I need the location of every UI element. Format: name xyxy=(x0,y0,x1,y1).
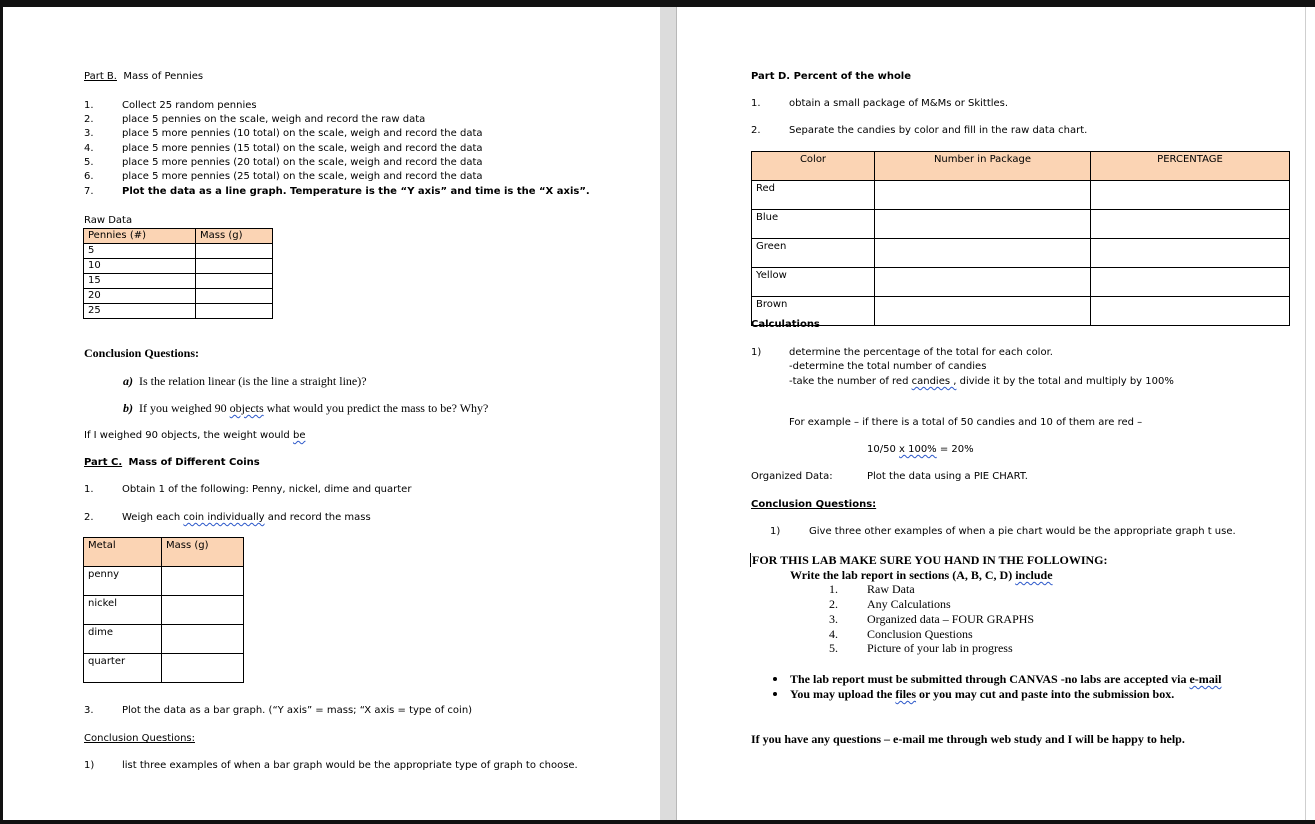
example-text: For example – if there is a total of 50 candies and 10 of them are red – xyxy=(789,417,1143,428)
question-b-text-end: what would you predict the mass to be? Why? xyxy=(263,401,489,415)
table-row xyxy=(84,567,244,596)
bullet-dot-icon xyxy=(773,692,777,696)
question-number: 1) xyxy=(84,760,95,771)
column-header: Number in Package xyxy=(875,152,1091,181)
step-number: 1. xyxy=(84,100,94,111)
percentage-cell[interactable] xyxy=(1091,268,1290,297)
table-cell: 15 xyxy=(84,274,196,289)
spellcheck-word: e-mail xyxy=(1189,672,1222,686)
document-page-left xyxy=(3,7,660,820)
text-cursor xyxy=(750,553,751,567)
table-row xyxy=(752,268,1290,297)
table-row xyxy=(84,625,244,654)
count-cell[interactable] xyxy=(875,239,1091,268)
count-cell[interactable] xyxy=(875,210,1091,239)
column-header: Metal xyxy=(84,538,162,567)
step-number: 1. xyxy=(84,484,94,495)
spellcheck-word: x 100% xyxy=(899,444,937,455)
part-b-heading xyxy=(84,71,203,83)
table-cell: penny xyxy=(84,567,162,596)
bullet-item xyxy=(790,672,1221,686)
step-number: 2. xyxy=(84,114,94,125)
step-number: 5. xyxy=(84,157,94,168)
list-number: 4. xyxy=(829,627,838,641)
organized-data-text: Plot the data using a PIE CHART. xyxy=(867,471,1028,482)
step-number: 4. xyxy=(84,143,94,154)
conclusion-questions-heading: Conclusion Questions: xyxy=(751,499,877,510)
step-number: 2. xyxy=(751,125,761,136)
count-cell[interactable] xyxy=(875,297,1091,326)
step-text xyxy=(122,512,371,524)
hand-in-subheading xyxy=(790,568,1053,582)
calculation-text-start: -take the number of red xyxy=(789,376,912,387)
table-row xyxy=(84,274,273,289)
count-cell[interactable] xyxy=(875,268,1091,297)
step-text: Collect 25 random pennies xyxy=(122,100,257,111)
list-number: 5. xyxy=(829,641,838,655)
list-number: 1. xyxy=(829,582,838,596)
mass-cell[interactable] xyxy=(196,304,273,319)
mass-cell[interactable] xyxy=(162,596,244,625)
list-item: Conclusion Questions xyxy=(867,627,973,641)
closing-note: If you have any questions – e-mail me through web study and I will be happy to help. xyxy=(751,732,1185,746)
calculation-text xyxy=(789,376,1174,388)
table-cell: 5 xyxy=(84,244,196,259)
step-number: 2. xyxy=(84,512,94,523)
page-right-edge xyxy=(1305,7,1306,820)
window-top-border xyxy=(0,0,1315,7)
table-cell: Red xyxy=(752,181,875,210)
table-row xyxy=(752,239,1290,268)
table-header-row xyxy=(84,229,273,244)
question-b-text: If you weighed 90 xyxy=(139,401,230,415)
table-row xyxy=(84,259,273,274)
part-c-label: Part C. xyxy=(84,457,123,468)
list-item: Any Calculations xyxy=(867,597,951,611)
answer-line xyxy=(84,430,305,442)
table-cell: Brown xyxy=(752,297,875,326)
column-header: PERCENTAGE xyxy=(1091,152,1290,181)
bullet-text: The lab report must be submitted through CANVAS -no labs are accepted via xyxy=(790,672,1190,686)
calculation-text-end: divide it by the total and multiply by 100% xyxy=(956,376,1174,387)
mass-cell[interactable] xyxy=(162,567,244,596)
table-cell: 25 xyxy=(84,304,196,319)
column-header: Mass (g) xyxy=(196,229,273,244)
column-header: Pennies (#) xyxy=(84,229,196,244)
bullet-dot-icon xyxy=(773,677,777,681)
table-cell: 10 xyxy=(84,259,196,274)
raw-data-label: Raw Data xyxy=(84,215,133,226)
part-c-title: Mass of Different Coins xyxy=(128,457,260,468)
step-text-start: Weigh each xyxy=(122,512,184,523)
coins-mass-table xyxy=(83,537,244,683)
document-page-right xyxy=(677,7,1305,820)
step-text: Plot the data as a line graph. Temperature is the “Y axis” and time is the “X axis”. xyxy=(122,186,590,197)
step-text: obtain a small package of M&Ms or Skittles. xyxy=(789,98,1009,109)
question-text: Give three other examples of when a pie chart would be the appropriate graph t use. xyxy=(809,526,1236,537)
table-row xyxy=(84,654,244,683)
bullet-text: You may upload the xyxy=(790,687,896,701)
step-number: 3. xyxy=(84,128,94,139)
mass-cell[interactable] xyxy=(196,289,273,304)
table-row xyxy=(84,304,273,319)
step-number: 1. xyxy=(751,98,761,109)
table-row xyxy=(752,297,1290,326)
table-row xyxy=(84,244,273,259)
step-text-end: and record the mass xyxy=(264,512,371,523)
window-bottom-border xyxy=(0,820,1315,824)
table-cell: dime xyxy=(84,625,162,654)
question-text: list three examples of when a bar graph would be the appropriate type of graph to choose. xyxy=(122,760,578,771)
question-a-text: Is the relation linear (is the line a straight line)? xyxy=(139,374,367,388)
spellcheck-word: objects xyxy=(229,401,264,415)
step-text: Separate the candies by color and fill in the raw data chart. xyxy=(789,125,1088,136)
list-number: 3. xyxy=(829,612,838,626)
question-number: 1) xyxy=(770,526,781,537)
conclusion-questions-heading: Conclusion Questions: xyxy=(84,733,195,744)
step-text: place 5 more pennies (10 total) on the scale, weigh and record the data xyxy=(122,128,483,139)
spellcheck-word: include xyxy=(1015,568,1053,582)
page-gutter xyxy=(660,7,676,820)
column-header: Mass (g) xyxy=(162,538,244,567)
step-text: place 5 more pennies (15 total) on the scale, weigh and record the data xyxy=(122,143,483,154)
table-cell: Blue xyxy=(752,210,875,239)
table-row xyxy=(752,181,1290,210)
calculations-heading: Calculations xyxy=(751,319,820,330)
percentage-cell[interactable] xyxy=(1091,297,1290,326)
example-formula xyxy=(867,444,974,456)
hand-in-subheading-text: Write the lab report in sections (A, B, C, D) xyxy=(790,568,1016,582)
formula-start: 10/50 xyxy=(867,444,899,455)
percentage-cell[interactable] xyxy=(1091,210,1290,239)
step-text: place 5 pennies on the scale, weigh and record the raw data xyxy=(122,114,426,125)
part-b-title: Mass of Pennies xyxy=(123,71,204,82)
question-a-label: a) xyxy=(123,374,133,388)
calculation-text: -determine the total number of candies xyxy=(789,361,987,372)
question-a xyxy=(123,374,367,388)
calculation-text: determine the percentage of the total for each color. xyxy=(789,347,1053,358)
step-number: 7. xyxy=(84,186,94,197)
table-cell: quarter xyxy=(84,654,162,683)
formula-end: = 20% xyxy=(936,444,974,455)
step-number: 3. xyxy=(84,705,94,716)
calculation-number: 1) xyxy=(751,347,762,358)
mass-cell[interactable] xyxy=(162,654,244,683)
list-number: 2. xyxy=(829,597,838,611)
mass-cell[interactable] xyxy=(196,244,273,259)
table-row xyxy=(84,289,273,304)
table-header-row xyxy=(752,152,1290,181)
step-text: place 5 more pennies (20 total) on the scale, weigh and record the data xyxy=(122,157,483,168)
table-row xyxy=(84,596,244,625)
step-text: Obtain 1 of the following: Penny, nickel, dime and quarter xyxy=(122,484,412,495)
part-d-heading: Part D. Percent of the whole xyxy=(751,71,912,82)
table-row xyxy=(752,210,1290,239)
conclusion-questions-heading: Conclusion Questions: xyxy=(84,346,200,360)
table-header-row xyxy=(84,538,244,567)
step-number: 6. xyxy=(84,171,94,182)
list-item: Picture of your lab in progress xyxy=(867,641,1013,655)
part-c-heading xyxy=(84,457,260,469)
table-cell: nickel xyxy=(84,596,162,625)
question-b-label: b) xyxy=(123,401,133,415)
list-item: Raw Data xyxy=(867,582,915,596)
candy-color-table xyxy=(751,151,1290,326)
table-cell: 20 xyxy=(84,289,196,304)
column-header: Color xyxy=(752,152,875,181)
organized-data-label: Organized Data: xyxy=(751,471,833,482)
bullet-text-end: or you may cut and paste into the submission box. xyxy=(916,687,1175,701)
step-text: place 5 more pennies (25 total) on the scale, weigh and record the data xyxy=(122,171,483,182)
spellcheck-word: files xyxy=(895,687,917,701)
hand-in-heading: FOR THIS LAB MAKE SURE YOU HAND IN THE FOLLOWING: xyxy=(752,553,1108,567)
table-cell: Yellow xyxy=(752,268,875,297)
step-text: Plot the data as a bar graph. (“Y axis” = mass; “X axis = type of coin) xyxy=(122,705,473,716)
spellcheck-word: coin individually xyxy=(183,512,265,523)
answer-text: If I weighed 90 objects, the weight would xyxy=(84,430,293,441)
spellcheck-word: be xyxy=(292,430,306,441)
percentage-cell[interactable] xyxy=(1091,239,1290,268)
bullet-item xyxy=(790,687,1174,701)
table-cell: Green xyxy=(752,239,875,268)
count-cell[interactable] xyxy=(875,181,1091,210)
mass-cell[interactable] xyxy=(196,259,273,274)
mass-cell[interactable] xyxy=(196,274,273,289)
question-b xyxy=(123,401,488,415)
mass-cell[interactable] xyxy=(162,625,244,654)
spellcheck-word: candies , xyxy=(911,376,957,387)
part-b-label: Part B. xyxy=(84,71,117,82)
list-item: Organized data – FOUR GRAPHS xyxy=(867,612,1035,626)
percentage-cell[interactable] xyxy=(1091,181,1290,210)
pennies-raw-data-table xyxy=(83,228,273,319)
